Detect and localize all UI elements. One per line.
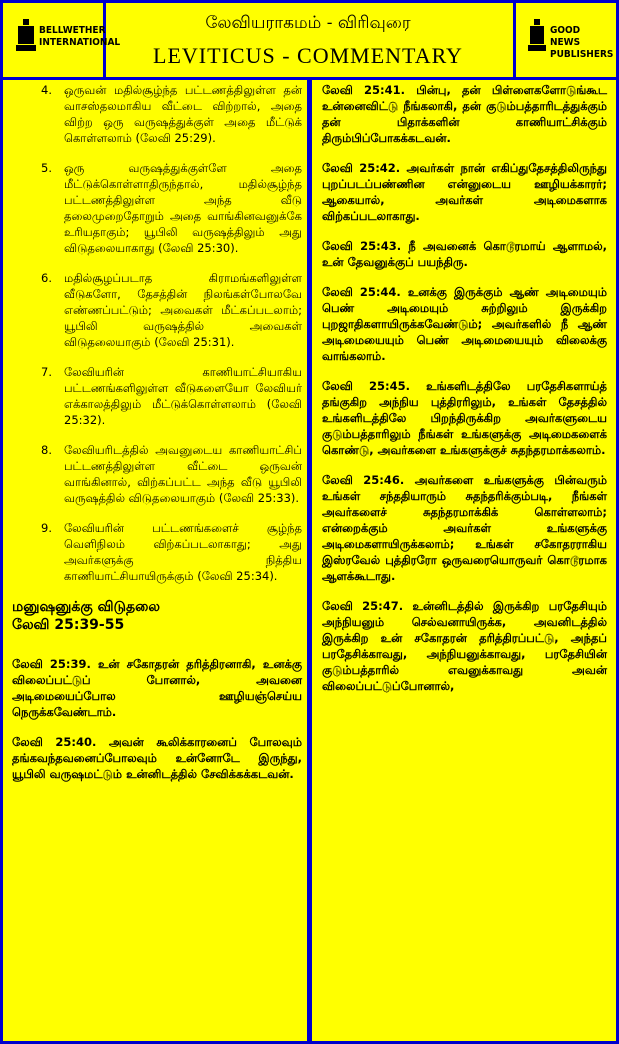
- verse-paragraph: லேவி 25:39. உன் சகோதரன் தரித்திரனாகி, உனக்கு விலைப்பட்டுப் போனால், அவனை அடிமையைப்போல ஊழியஞ்செய்ய நெருக்கவேண்டாம்.: [12, 657, 302, 719]
- list-item: [12, 520, 302, 584]
- list-item: [12, 442, 302, 506]
- list-item: [12, 270, 302, 350]
- verse-paragraph: லேவி 25:43. நீ அவனைக் கொடூரமாய் ஆளாமல், உன் தேவனுக்குப் பயந்திரு.: [322, 239, 607, 269]
- item-number: 7.: [41, 365, 52, 379]
- item-text: ஒரு வருஷத்துக்குள்ளே அதை மீட்டுக்கொள்ளாதிருந்தால், மதில்சூழ்ந்த பட்டணத்திலுள்ள அந்த வீடு தலைமுறைதோறும் அதை வாங்கினவனுக்கே உரியதாகும்; யூபிலி வருஷத்திலும் அது விடுதலையாகாது (லேவி 25:30).: [64, 161, 302, 255]
- section-reference: லேவி 25:39-55: [12, 617, 125, 633]
- item-text: லேவியரிடத்தில் அவனுடைய காணியாட்சிப் பட்டணத்திலுள்ள வீட்டை ஒருவன் வாங்கினால், விற்கப்பட்ட அந்த வீடு யூபிலி வருஷத்தில் விடுதலையாகும் (லேவி 25:33).: [64, 443, 302, 505]
- verse-paragraph: லேவி 25:41. பின்பு, தன் பிள்ளைகளோடுங்கூட உன்னைவிட்டு நீங்கலாகி, தன் குடும்பத்தாரிடத்துக்கும் தன் பிதாக்களின் காணியாட்சிக்கும் திரும்பிப்போகக்கடவன்.: [322, 83, 607, 145]
- item-text: மதில்சூழப்படாத கிராமங்களிலுள்ள வீடுகளோ, தேசத்தின் நிலங்கள்போலவே எண்ணப்பட்டும்; அவைகள் மீட்கப்படலாம்; யூபிலி வருஷத்தில் அவைகள் விடுதலையாகும் (லேவி 25:31).: [64, 271, 302, 349]
- section-title: மனுஷனுக்கு விடுதலை: [12, 599, 161, 615]
- item-text: லேவியரின் காணியாட்சியாகிய பட்டணங்களிலுள்ள வீடுகளையோ லேவியர் எக்காலத்திலும் மீட்டுக்கொள்ளலாம் (லேவி 25:32).: [64, 365, 302, 427]
- list-item: [12, 364, 302, 428]
- title-tamil: லேவியராகமம் - விரிவுரை: [205, 13, 411, 33]
- item-number: 8.: [41, 443, 52, 457]
- item-number: 4.: [41, 83, 52, 97]
- left-column: [12, 82, 302, 796]
- right-column: [322, 82, 607, 708]
- verse-paragraph: லேவி 25:45. உங்களிடத்திலே பரதேசிகளாய்த் தங்குகிற அந்நிய புத்திரரிலும், உங்கள் தேசத்தில் உங்களிடத்திலே பிறந்திருக்கிற அவர்களுடைய குடும்பத்தாரிலும் நீங்கள் உங்களுக்கு அடிமைகளைக் கொண்டு, அவர்களை உங்களுக்குச் சுதந்தரமாக்கலாம்.: [322, 379, 607, 457]
- bellwether-logo-text: BELLWETHER INTERNATIONAL: [39, 25, 121, 48]
- header: [3, 3, 616, 80]
- title-box: [106, 3, 510, 77]
- verse-paragraph: லேவி 25:44. உனக்கு இருக்கும் ஆண் அடிமையும் பெண் அடிமையும் சுற்றிலும் இருக்கிற புறஜாதிகளாயிருக்கவேண்டும்; அவர்களில் நீ ஆண் அடிமையையும் பெண் அடிமையையும் விலைக்கு வாங்கலாம்.: [322, 285, 607, 363]
- item-text: லேவியரின் பட்டணங்களைச் சூழ்ந்த வெளிநிலம் விற்கப்படலாகாது; அது அவர்களுக்கு நித்திய காணியாட்சியாயிருக்கும் (லேவி 25:34).: [64, 521, 302, 583]
- item-number: 9.: [41, 521, 52, 535]
- item-number: 5.: [41, 161, 52, 175]
- figure-logo-icon: [13, 17, 39, 57]
- item-text: ஒருவன் மதில்சூழ்ந்த பட்டணத்திலுள்ள தன் வாசஸ்தலமாகிய வீட்டை விற்றால், அதை விற்ற ஒரு வருஷத்துக்குள் அதை மீட்டுக் கொள்ளலாம் (லேவி 25:29).: [64, 83, 302, 145]
- good-news-logo: [513, 3, 616, 77]
- verse-paragraph: லேவி 25:42. அவர்கள் நான் எகிப்துதேசத்திலிருந்து புறப்படப்பண்ணின என்னுடைய ஊழியக்காரர்; ஆகையால், அவர்கள் அடிமைகளாக விற்கப்படலாகாது.: [322, 161, 607, 223]
- title-english: LEVITICUS - COMMENTARY: [153, 43, 463, 68]
- list-item: [12, 160, 302, 256]
- good-news-logo-text: GOOD NEWS PUBLISHERS: [550, 25, 614, 60]
- bellwether-logo: [3, 3, 121, 77]
- verse-paragraph: லேவி 25:47. உன்னிடத்தில் இருக்கிற பரதேசியும் அந்நியனும் செல்வனாயிருக்க, அவனிடத்தில் இருக்கிற உன் சகோதரன் தரித்திரப்பட்டு, அந்தப் பரதேசிக்காவது, அந்நியனுக்காவது, பரதேசியின் குடும்பத்தாரில் எவனுக்காவது அவன் விலைப்பட்டுப்போனால்,: [322, 599, 607, 693]
- figure-logo-icon: [526, 17, 550, 57]
- column-divider: [307, 77, 312, 1041]
- item-number: 6.: [41, 271, 52, 285]
- section-heading: [12, 598, 302, 634]
- verse-paragraph: லேவி 25:46. அவர்களை உங்களுக்கு பின்வரும் உங்கள் சந்ததியாரும் சுதந்தரிக்கும்படி, நீங்கள் அவர்களைச் சுதந்தரமாக்கிக் கொள்ளலாம்; என்றைக்கும் அவர்கள் உங்களுக்கு அடிமைகளாயிருக்கலாம்; உங்கள் சகோதரராகிய இஸ்ரவேல் புத்திரரோ ஒருவரையொருவர் கொடூரமாக ஆளக்கூடாது.: [322, 473, 607, 583]
- list-item: [12, 82, 302, 146]
- verse-paragraph: லேவி 25:40. அவன் கூலிக்காரனைப் போலவும் தங்கவந்தவனைப்போலவும் உன்னோடே இருந்து, யூபிலி வருஷமட்டும் உன்னிடத்தில் சேவிக்கக்கடவன்.: [12, 735, 302, 781]
